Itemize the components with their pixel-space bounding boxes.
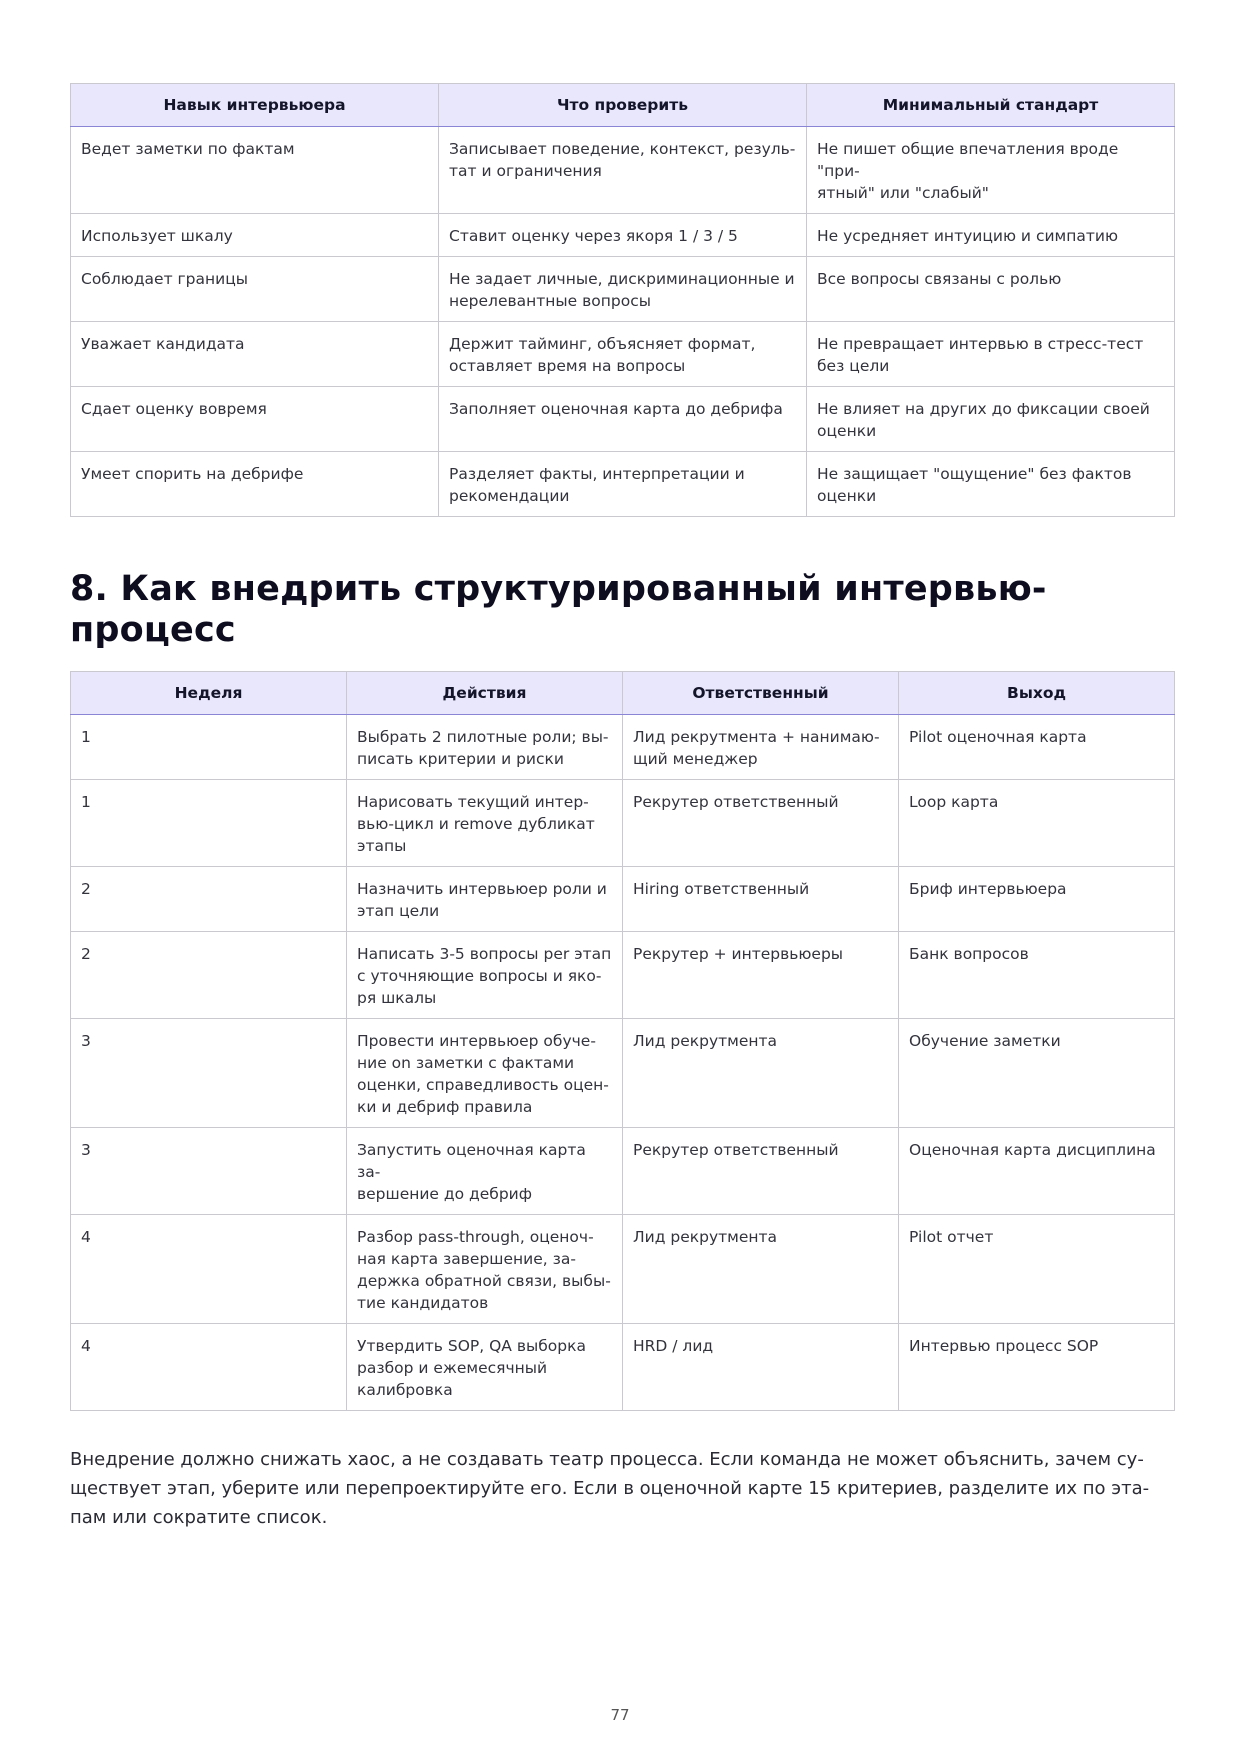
table-cell: Умеет спорить на дебрифе bbox=[71, 452, 439, 517]
column-header: Действия bbox=[347, 672, 623, 715]
table-cell: Hiring ответственный bbox=[623, 867, 899, 932]
table-cell: Интервью процесс SOP bbox=[899, 1324, 1175, 1411]
table-cell: Разбор pass-through, оценоч- ная карта завершение, за- держка обратной связи, выбы- тие кандидатов bbox=[347, 1215, 623, 1324]
table-cell: Не защищает "ощущение" без фактов оценки bbox=[807, 452, 1175, 517]
table-row bbox=[71, 1128, 1175, 1215]
table-cell: Все вопросы связаны с ролью bbox=[807, 257, 1175, 322]
table-cell: Не превращает интервью в стресс-тест без цели bbox=[807, 322, 1175, 387]
table-cell: Использует шкалу bbox=[71, 214, 439, 257]
interviewer-skills-table bbox=[70, 83, 1175, 517]
table-cell: Соблюдает границы bbox=[71, 257, 439, 322]
table-cell: Оценочная карта дисциплина bbox=[899, 1128, 1175, 1215]
table-row bbox=[71, 214, 1175, 257]
table-cell: Не пишет общие впечатления вроде "при- ятный" или "слабый" bbox=[807, 127, 1175, 214]
table-cell: Ставит оценку через якоря 1 / 3 / 5 bbox=[439, 214, 807, 257]
table-row bbox=[71, 127, 1175, 214]
table-cell: Утвердить SOP, QA выборка разбор и ежемесячный калибровка bbox=[347, 1324, 623, 1411]
table-cell: Сдает оценку вовремя bbox=[71, 387, 439, 452]
table-row bbox=[71, 322, 1175, 387]
table-cell: Провести интервьюер обуче- ние on заметки с фактами оценки, справедливость оцен- ки и дебриф правила bbox=[347, 1019, 623, 1128]
table-cell: 2 bbox=[71, 932, 347, 1019]
table-row bbox=[71, 780, 1175, 867]
table-cell: Loop карта bbox=[899, 780, 1175, 867]
table-row bbox=[71, 715, 1175, 780]
table-cell: Разделяет факты, интерпретации и рекомендации bbox=[439, 452, 807, 517]
column-header: Ответственный bbox=[623, 672, 899, 715]
table-cell: Рекрутер ответственный bbox=[623, 780, 899, 867]
table-cell: 1 bbox=[71, 780, 347, 867]
table-row bbox=[71, 1019, 1175, 1128]
column-header: Минимальный стандарт bbox=[807, 84, 1175, 127]
table-cell: Запустить оценочная карта за- вершение до дебриф bbox=[347, 1128, 623, 1215]
table-header-row bbox=[71, 672, 1175, 715]
table-cell: 4 bbox=[71, 1215, 347, 1324]
table-cell: Назначить интервьюер роли и этап цели bbox=[347, 867, 623, 932]
table-cell: Обучение заметки bbox=[899, 1019, 1175, 1128]
table-cell: 1 bbox=[71, 715, 347, 780]
table-cell: Держит тайминг, объясняет формат, оставляет время на вопросы bbox=[439, 322, 807, 387]
table-cell: Pilot оценочная карта bbox=[899, 715, 1175, 780]
table-cell: Выбрать 2 пилотные роли; вы- писать критерии и риски bbox=[347, 715, 623, 780]
column-header: Что проверить bbox=[439, 84, 807, 127]
table-cell: Рекрутер ответственный bbox=[623, 1128, 899, 1215]
closing-paragraph: Внедрение должно снижать хаос, а не создавать театр процесса. Если команда не может объяснить, зачем су- ществует этап, уберите или перепроектируйте его. Если в оценочной карте 15 критериев, разделите их по эта- пам или сократите список. bbox=[70, 1449, 1150, 1528]
column-header: Навык интервьюера bbox=[71, 84, 439, 127]
table-cell: 3 bbox=[71, 1019, 347, 1128]
table-row bbox=[71, 867, 1175, 932]
table-cell: Написать 3-5 вопросы per этап с уточняющие вопросы и яко- ря шкалы bbox=[347, 932, 623, 1019]
rollout-plan-table bbox=[70, 671, 1175, 1411]
table-row bbox=[71, 1324, 1175, 1411]
table-cell: Не усредняет интуицию и симпатию bbox=[807, 214, 1175, 257]
table-cell: 3 bbox=[71, 1128, 347, 1215]
table-cell: Не задает личные, дискриминационные и нерелевантные вопросы bbox=[439, 257, 807, 322]
column-header: Неделя bbox=[71, 672, 347, 715]
table-row bbox=[71, 1215, 1175, 1324]
table-cell: 2 bbox=[71, 867, 347, 932]
table-cell: Ведет заметки по фактам bbox=[71, 127, 439, 214]
table-cell: Заполняет оценочная карта до дебрифа bbox=[439, 387, 807, 452]
table-row bbox=[71, 932, 1175, 1019]
table-row bbox=[71, 257, 1175, 322]
table-cell: Лид рекрутмента bbox=[623, 1215, 899, 1324]
page-content bbox=[70, 83, 1174, 1532]
table-cell: Pilot отчет bbox=[899, 1215, 1175, 1324]
table-cell: Уважает кандидата bbox=[71, 322, 439, 387]
table-cell: Лид рекрутмента + нанимаю- щий менеджер bbox=[623, 715, 899, 780]
table-row bbox=[71, 452, 1175, 517]
table-row bbox=[71, 387, 1175, 452]
column-header: Выход bbox=[899, 672, 1175, 715]
table-cell: Рекрутер + интервьюеры bbox=[623, 932, 899, 1019]
table-cell: Лид рекрутмента bbox=[623, 1019, 899, 1128]
table-header-row bbox=[71, 84, 1175, 127]
table-cell: Нарисовать текущий интер- вью-цикл и remove дубликат этапы bbox=[347, 780, 623, 867]
table-cell: 4 bbox=[71, 1324, 347, 1411]
table-cell: Бриф интервьюера bbox=[899, 867, 1175, 932]
page-number: 77 bbox=[610, 1706, 630, 1724]
table-cell: Записывает поведение, контекст, резуль- тат и ограничения bbox=[439, 127, 807, 214]
table-cell: Банк вопросов bbox=[899, 932, 1175, 1019]
table-cell: HRD / лид bbox=[623, 1324, 899, 1411]
section-title: 8. Как внедрить структурированный интервью- процесс bbox=[70, 569, 1047, 650]
table-cell: Не влияет на других до фиксации своей оценки bbox=[807, 387, 1175, 452]
